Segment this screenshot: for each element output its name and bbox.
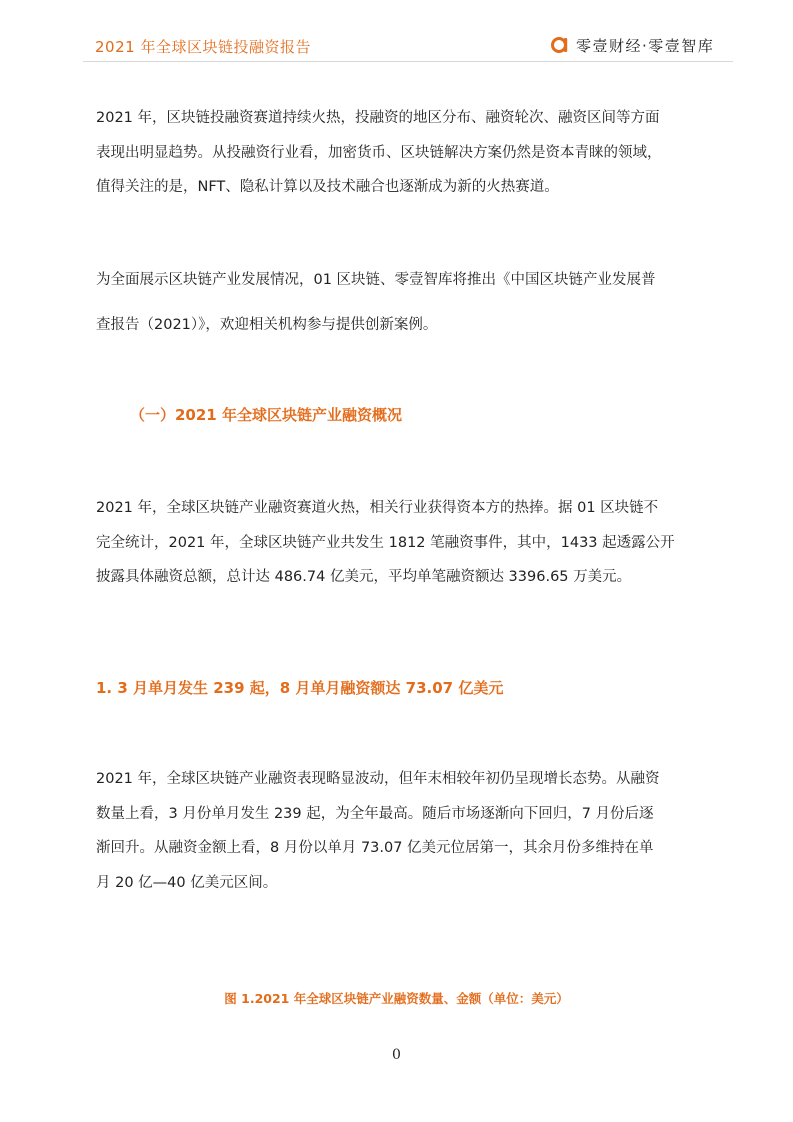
text-line: 2021 年，区块链投融资赛道持续火热，投融资的地区分布、融资轮次、融资区间等方面	[96, 110, 660, 126]
intro-paragraph	[96, 101, 701, 205]
brand	[550, 34, 714, 56]
text-line: 查报告（2021）》，欢迎相关机构参与提供创新案例。	[96, 316, 438, 333]
report-title: 2021 年全球区块链投融资报告	[95, 38, 311, 56]
section-heading: （一）2021 年全球区块链产业融资概况	[130, 406, 402, 424]
trend-paragraph	[96, 762, 701, 900]
text-line: 数量上看，3 月份单月发生 239 起，为全年最高。随后市场逐渐向下回归，7 月份后逐	[96, 805, 654, 822]
report-announcement-paragraph	[96, 263, 701, 342]
text-line: 为全面展示区块链产业发展情况，01 区块链、零壹智库将推出《中国区块链产业发展普	[96, 272, 656, 288]
text-line: 披露具体融资总额，总计达 486.74 亿美元，平均单笔融资额达 3396.65 万美元。	[96, 569, 632, 585]
subsection-heading: 1. 3 月单月发生 239 起，8 月单月融资额达 73.07 亿美元	[96, 679, 504, 697]
text-line: 渐回升。从融资金额上看，8 月份以单月 73.07 亿美元位居第一，其余月份多维持在单	[96, 840, 654, 856]
text-line: 表现出明显趋势。从投融资行业看，加密货币、区块链解决方案仍然是资本青睐的领域，	[96, 144, 662, 161]
text-line: 2021 年，全球区块链产业融资赛道火热，相关行业获得资本方的热捧。据 01 区块链不	[96, 500, 659, 516]
text-line: 完全统计，2021 年，全球区块链产业共发生 1812 笔融资事件，其中，1433 起透露公开	[96, 534, 675, 551]
text-line: 2021 年，全球区块链产业融资表现略显波动，但年末相较年初仍呈现增长态势。从融资	[96, 771, 660, 787]
page-header	[0, 0, 793, 62]
text-line: 月 20 亿—40 亿美元区间。	[96, 874, 278, 891]
text-line: 值得关注的是，NFT、隐私计算以及技术融合也逐渐成为新的火热赛道。	[96, 179, 559, 195]
header-divider	[83, 61, 733, 62]
brand-logo-icon	[550, 35, 570, 55]
page-number: 0	[392, 1047, 401, 1063]
overview-paragraph	[96, 491, 701, 595]
figure-caption: 图 1.2021 年全球区块链产业融资数量、金额（单位：美元）	[224, 991, 569, 1006]
brand-name: 零壹财经·零壹智库	[576, 36, 715, 55]
